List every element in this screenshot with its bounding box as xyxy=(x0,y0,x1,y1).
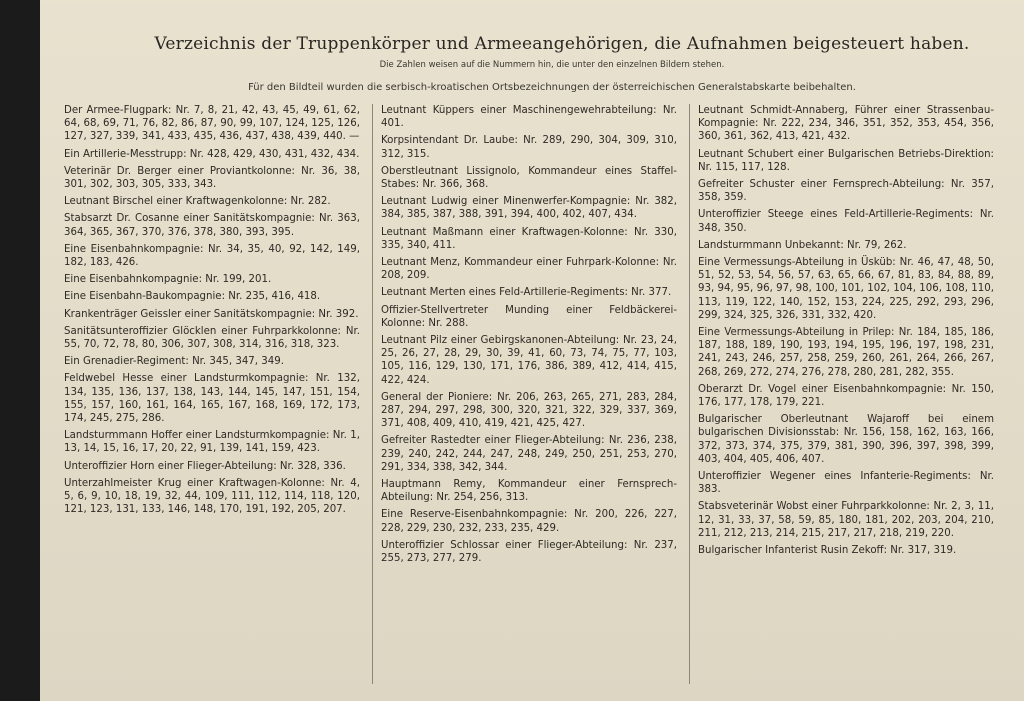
intro-line: Für den Bildteil wurden die serbisch-kroatischen Ortsbezeichnungen der österreichischen Generalstabskarte beibehalten. xyxy=(248,82,856,93)
list-item: Eine Eisenbahnkompagnie: Nr. 34, 35, 40, 92, 142, 149, 182, 183, 426. xyxy=(64,243,360,269)
list-item: Leutnant Schmidt-Annaberg, Führer einer Strassenbau-Kompagnie: Nr. 222, 234, 346, 351, 352, 353, 454, 356, 360, 361, 362, 413, 421, 432. xyxy=(698,105,994,143)
list-item: Sanitätsunteroffizier Glöcklen einer Fuhrparkkolonne: Nr. 55, 70, 72, 78, 80, 306, 307, 308, 314, 316, 318, 323. xyxy=(64,325,360,351)
list-item: Hauptmann Remy, Kommandeur einer Fernsprech-Abteilung: Nr. 254, 256, 313. xyxy=(381,479,677,504)
list-item: Korpsintendant Dr. Laube: Nr. 289, 290, 304, 309, 310, 312, 315. xyxy=(381,135,677,160)
list-item: Bulgarischer Oberleutnant Wajaroff bei einem bulgarischen Divisionsstab: Nr. 156, 158, 162, 163, 166, 372, 373, 374, 375, 379, 381, 390, 396, 397, 398, 399, 403, 404, 405, 406, 407. xyxy=(698,414,994,465)
list-item: Stabsarzt Dr. Cosanne einer Sanitätskompagnie: Nr. 363, 364, 365, 367, 370, 376, 378, 380, 393, 395. xyxy=(64,213,360,238)
list-item: Eine Vermessungs-Abteilung in Prilep: Nr. 184, 185, 186, 187, 188, 189, 190, 193, 194, 195, 196, 197, 198, 231, 241, 243, 246, 257, 258, 259, 260, 261, 264, 266, 267, 268, 269, 272, 274, 276, 278, 280, 281, 282, 355. xyxy=(698,327,994,378)
list-item: Bulgarischer Infanterist Rusin Zekoff: Nr. 317, 319. xyxy=(698,545,957,557)
list-item: Oberarzt Dr. Vogel einer Eisenbahnkompagnie: Nr. 150, 176, 177, 178, 179, 221. xyxy=(698,383,994,409)
list-item: Unteroffizier Horn einer Flieger-Abteilung: Nr. 328, 336. xyxy=(64,460,346,472)
list-item: Unteroffizier Steege eines Feld-Artillerie-Regiments: Nr. 348, 350. xyxy=(698,209,994,234)
list-item: Stabsveterinär Wobst einer Fuhrparkkolonne: Nr. 2, 3, 11, 12, 31, 33, 37, 58, 59, 85, 180, 181, 202, 203, 204, 210, 211, 212, 213, 214, 215, 217, 217, 218, 219, 220. xyxy=(698,501,994,539)
list-item: Unterzahlmeister Krug einer Kraftwagen-Kolonne: Nr. 4, 5, 6, 9, 10, 18, 19, 32, 44, 109, 111, 112, 114, 118, 120, 121, 123, 131, 133, 146, 148, 170, 191, 192, 205, 207. xyxy=(64,477,360,516)
page-title: Verzeichnis der Truppenkörper und Armeeangehörigen, die Aufnahmen beigesteuert haben. xyxy=(154,34,970,54)
note-line: Die Zahlen weisen auf die Nummern hin, die unter den einzelnen Bildern stehen. xyxy=(379,60,725,70)
list-item: Eine Vermessungs-Abteilung in Üsküb: Nr. 46, 47, 48, 50, 51, 52, 53, 54, 56, 57, 63, 65, 66, 67, 81, 83, 84, 88, 89, 93, 94, 95, 96, 97, 98, 100, 101, 102, 104, 106, 108, 110, 113, 119, 122, 140, 152, 153, 224, 225, 292, 293, 296, 299, 324, 325, 326, 331, 332, 420. xyxy=(698,257,994,321)
list-item: Unteroffizier Wegener eines Infanterie-Regiments: Nr. 383. xyxy=(698,471,994,496)
list-item: Eine Eisenbahn-Baukompagnie: Nr. 235, 416, 418. xyxy=(64,291,321,303)
list-item: Leutnant Birschel einer Kraftwagenkolonne: Nr. 282. xyxy=(64,196,331,208)
column-2 xyxy=(372,104,689,684)
list-item: Leutnant Merten eines Feld-Artillerie-Regiments: Nr. 377. xyxy=(381,287,672,299)
list-item: Eine Reserve-Eisenbahnkompagnie: Nr. 200, 226, 227, 228, 229, 230, 232, 233, 235, 429. xyxy=(381,509,677,534)
column-1 xyxy=(56,104,372,684)
list-item: Leutnant Küppers einer Maschinengewehrabteilung: Nr. 401. xyxy=(381,105,677,130)
list-item: Der Armee-Flugpark: Nr. 7, 8, 21, 42, 43, 45, 49, 61, 62, 64, 68, 69, 71, 76, 82, 86, 87, 90, 99, 107, 124, 125, 126, 127, 327, 339, 341, 433, 435, 436, 437, 438, 439, 440. — xyxy=(64,105,360,143)
list-item: Gefreiter Rastedter einer Flieger-Abteilung: Nr. 236, 238, 239, 240, 242, 244, 247, 248, 249, 250, 251, 253, 270, 291, 334, 338, 342, 344. xyxy=(381,435,677,473)
list-item: Ein Grenadier-Regiment: Nr. 345, 347, 349. xyxy=(64,356,284,368)
list-item: Ein Artillerie-Messtrupp: Nr. 428, 429, 430, 431, 432, 434. xyxy=(64,148,360,160)
list-item: Feldwebel Hesse einer Landsturmkompagnie: Nr. 132, 134, 135, 136, 137, 138, 143, 144, 145, 147, 151, 154, 155, 157, 160, 161, 164, 165, 167, 168, 169, 172, 173, 174, 245, 275, 286. xyxy=(64,373,360,425)
list-item: Leutnant Menz, Kommandeur einer Fuhrpark-Kolonne: Nr. 208, 209. xyxy=(381,257,677,282)
column-3 xyxy=(689,104,1006,684)
list-item: Leutnant Pilz einer Gebirgskanonen-Abteilung: Nr. 23, 24, 25, 26, 27, 28, 29, 30, 39, 41, 60, 73, 74, 75, 77, 103, 105, 116, 129, 130, 171, 176, 386, 389, 412, 414, 415, 422, 424. xyxy=(381,335,677,386)
list-item: Landsturmmann Hoffer einer Landsturmkompagnie: Nr. 1, 13, 14, 15, 16, 17, 20, 22, 91, 139, 141, 159, 423. xyxy=(64,430,360,455)
list-item: General der Pioniere: Nr. 206, 263, 265, 271, 283, 284, 287, 294, 297, 298, 300, 320, 321, 322, 329, 337, 369, 371, 408, 409, 410, 419, 421, 425, 427. xyxy=(381,391,677,430)
list-item: Veterinär Dr. Berger einer Proviantkolonne: Nr. 36, 38, 301, 302, 303, 305, 333, 343. xyxy=(64,165,360,191)
document-page xyxy=(40,0,1024,701)
list-item: Leutnant Maßmann einer Kraftwagen-Kolonne: Nr. 330, 335, 340, 411. xyxy=(381,226,677,251)
list-item: Unteroffizier Schlossar einer Flieger-Abteilung: Nr. 237, 255, 273, 277, 279. xyxy=(381,539,677,565)
list-item: Leutnant Schubert einer Bulgarischen Betriebs-Direktion: Nr. 115, 117, 128. xyxy=(698,148,994,173)
list-item: Leutnant Ludwig einer Minenwerfer-Kompagnie: Nr. 382, 384, 385, 387, 388, 391, 394, 400, 402, 407, 434. xyxy=(381,196,677,221)
list-item: Oberstleutnant Lissignolo, Kommandeur eines Staffel-Stabes: Nr. 366, 368. xyxy=(381,165,677,191)
list-item: Offizier-Stellvertreter Munding einer Feldbäckerei-Kolonne: Nr. 288. xyxy=(381,304,677,329)
list-item: Krankenträger Geissler einer Sanitätskompagnie: Nr. 392. xyxy=(64,308,359,320)
list-item: Gefreiter Schuster einer Fernsprech-Abteilung: Nr. 357, 358, 359. xyxy=(698,179,994,204)
entries-columns xyxy=(56,104,1006,684)
list-item: Landsturmmann Unbekannt: Nr. 79, 262. xyxy=(698,239,907,251)
list-item: Eine Eisenbahnkompagnie: Nr. 199, 201. xyxy=(64,274,272,286)
